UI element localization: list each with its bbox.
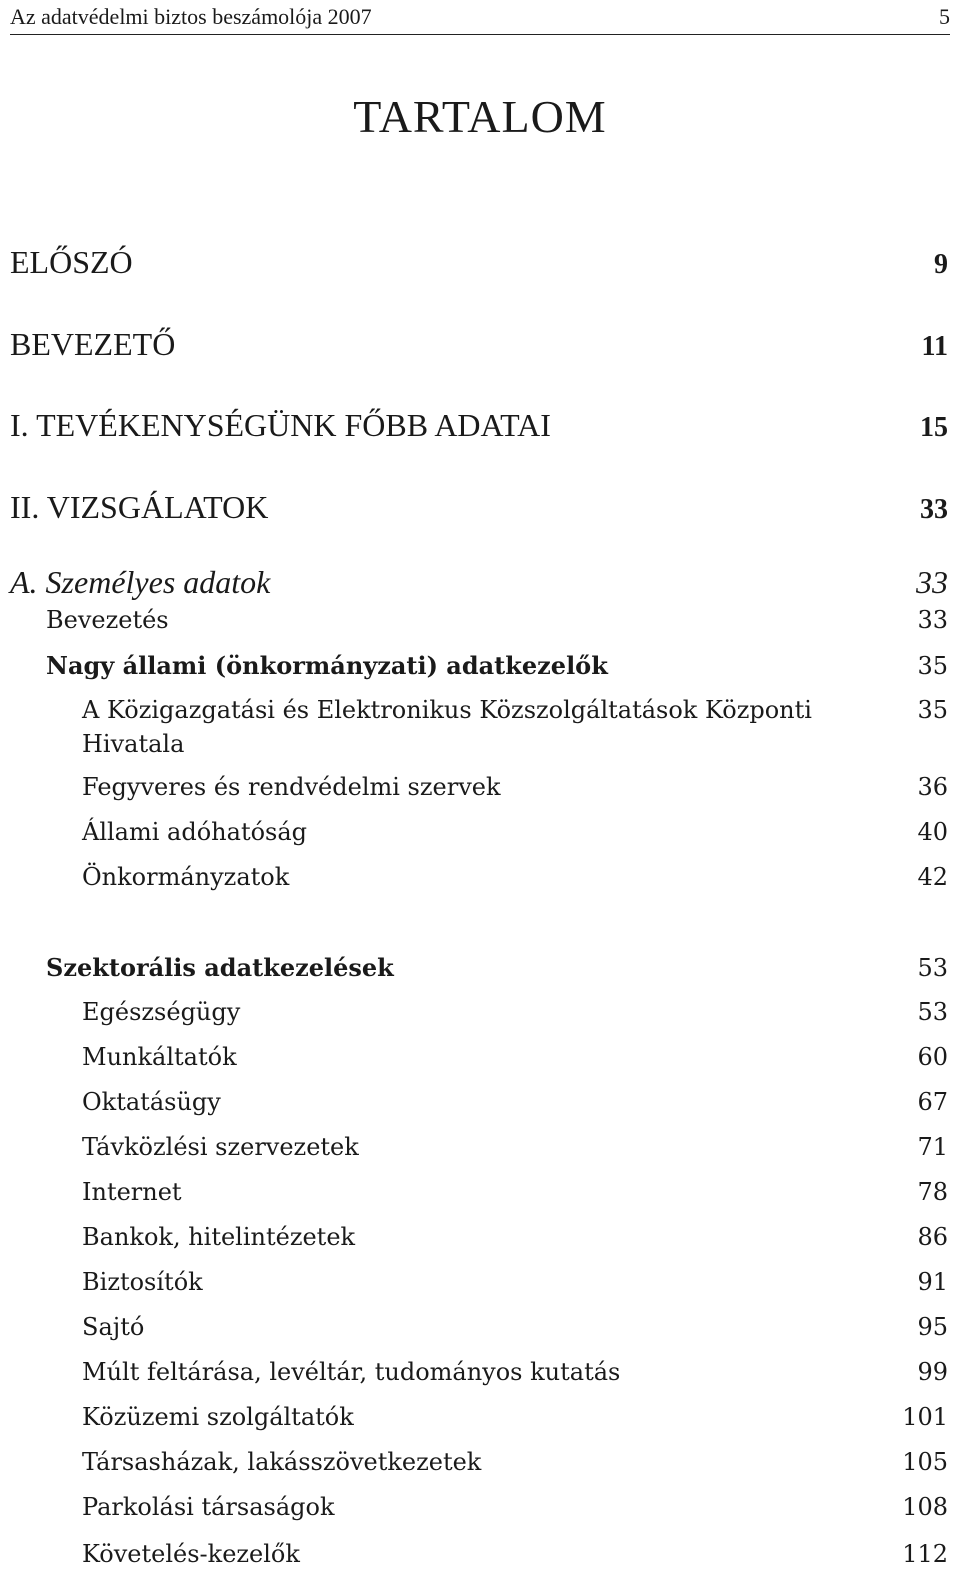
toc-entry-biztositok[interactable] xyxy=(10,1268,948,1296)
toc-entry-label: Társasházak, lakásszövetkezetek xyxy=(82,1448,482,1476)
running-header-page-number: 5 xyxy=(939,4,950,29)
toc-entry-label: Biztosítók xyxy=(82,1268,203,1296)
toc-entry-page: 53 xyxy=(917,998,948,1026)
toc-entry-page: 112 xyxy=(902,1540,948,1568)
toc-entry-parkolasi[interactable] xyxy=(10,1493,948,1521)
toc-entry-tavkozles[interactable] xyxy=(10,1133,948,1161)
toc-entry-label: Oktatásügy xyxy=(82,1088,221,1116)
toc-entry-sajto[interactable] xyxy=(10,1313,948,1341)
toc-entry-page: 99 xyxy=(917,1358,948,1386)
toc-entry-label: Követelés-kezelők xyxy=(82,1540,300,1568)
toc-entry-label: Önkormányzatok xyxy=(82,863,290,891)
toc-entry-page: 60 xyxy=(917,1043,948,1071)
toc-entry-kozuzemi[interactable] xyxy=(10,1403,948,1431)
toc-entry-page: 53 xyxy=(917,954,948,982)
toc-entry-page: 95 xyxy=(917,1313,948,1341)
toc-entry-munkaltatok[interactable] xyxy=(10,1043,948,1071)
toc-entry-page: 40 xyxy=(917,818,948,846)
toc-entry-label: Parkolási társaságok xyxy=(82,1493,335,1521)
toc-entry-label: Állami adóhatóság xyxy=(82,818,308,846)
toc-entry-bevezeto[interactable] xyxy=(10,326,948,363)
toc-entry-bevezetes[interactable] xyxy=(10,606,948,634)
toc-entry-onkormanyzatok[interactable] xyxy=(10,863,948,891)
toc-entry-chapter-1[interactable] xyxy=(10,407,948,444)
toc-entry-label: ELŐSZÓ xyxy=(10,244,133,280)
toc-entry-chapter-2[interactable] xyxy=(10,489,948,526)
toc-entry-label: A Közigazgatási és Elektronikus Közszolgáltatások Központi Hivatala xyxy=(82,696,812,758)
toc-entry-page: 67 xyxy=(917,1088,948,1116)
toc-entry-label: BEVEZETŐ xyxy=(10,326,176,362)
toc-entry-bankok[interactable] xyxy=(10,1223,948,1251)
running-header-title: Az adatvédelmi biztos beszámolója 2007 xyxy=(10,4,372,29)
page-title: TARTALOM xyxy=(353,91,607,142)
toc-entry-page: 86 xyxy=(917,1223,948,1251)
toc-entry-adohatosag[interactable] xyxy=(10,818,948,846)
toc-entry-label: A. Személyes adatok xyxy=(10,564,271,600)
toc-entry-label: II. VIZSGÁLATOK xyxy=(10,489,269,525)
toc-entry-page: 15 xyxy=(920,412,948,443)
toc-entry-label: Múlt feltárása, levéltár, tudományos kutatás xyxy=(82,1358,621,1386)
toc-entry-page: 9 xyxy=(934,249,948,280)
toc-entry-label: I. TEVÉKENYSÉGÜNK FŐBB ADATAI xyxy=(10,407,551,443)
toc-entry-internet[interactable] xyxy=(10,1178,948,1206)
toc-entry-page: 33 xyxy=(920,494,948,525)
toc-entry-fegyveres[interactable] xyxy=(10,773,948,801)
toc-entry-kekkh[interactable] xyxy=(10,693,948,761)
toc-entry-page: 36 xyxy=(917,773,948,801)
toc-entry-label: Szektorális adatkezelések xyxy=(46,953,394,982)
toc-entry-label: Internet xyxy=(82,1178,182,1206)
toc-entry-label: Munkáltatók xyxy=(82,1043,237,1071)
toc-entry-page: 35 xyxy=(917,696,948,724)
toc-entry-page: 42 xyxy=(917,863,948,891)
toc-entry-mult-feltarasa[interactable] xyxy=(10,1358,948,1386)
toc-entry-page: 108 xyxy=(902,1493,948,1521)
toc-entry-tarsashazak[interactable] xyxy=(10,1448,948,1476)
toc-entry-page: 105 xyxy=(902,1448,948,1476)
toc-entry-label: Egészségügy xyxy=(82,998,241,1026)
toc-entry-part-a[interactable] xyxy=(10,564,948,601)
toc-entry-page: 101 xyxy=(902,1403,948,1431)
toc-entry-label: Sajtó xyxy=(82,1313,145,1341)
toc-entry-label: Közüzemi szolgáltatók xyxy=(82,1403,354,1431)
toc-entry-group-nagy-allami[interactable] xyxy=(10,651,948,680)
toc-entry-page: 33 xyxy=(917,606,948,634)
toc-entry-egeszsegugy[interactable] xyxy=(10,998,948,1026)
toc-entry-label: Fegyveres és rendvédelmi szervek xyxy=(82,773,501,801)
toc-entry-label: Távközlési szervezetek xyxy=(82,1133,359,1161)
toc-entry-page: 71 xyxy=(917,1133,948,1161)
toc-entry-oktatasugy[interactable] xyxy=(10,1088,948,1116)
toc-entry-label: Bevezetés xyxy=(46,606,169,634)
table-of-contents xyxy=(10,0,948,1577)
toc-entry-group-szektoralis[interactable] xyxy=(10,953,948,982)
toc-entry-page: 91 xyxy=(917,1268,948,1296)
toc-entry-eloszo[interactable] xyxy=(10,244,948,281)
toc-entry-label: Nagy állami (önkormányzati) adatkezelők xyxy=(46,651,608,680)
toc-entry-label: Bankok, hitelintézetek xyxy=(82,1223,356,1251)
toc-entry-page: 11 xyxy=(921,331,948,362)
toc-entry-page: 33 xyxy=(916,564,948,600)
toc-entry-page: 35 xyxy=(917,652,948,680)
toc-entry-page: 78 xyxy=(917,1178,948,1206)
toc-entry-koveteles-kezelok[interactable] xyxy=(10,1540,948,1568)
